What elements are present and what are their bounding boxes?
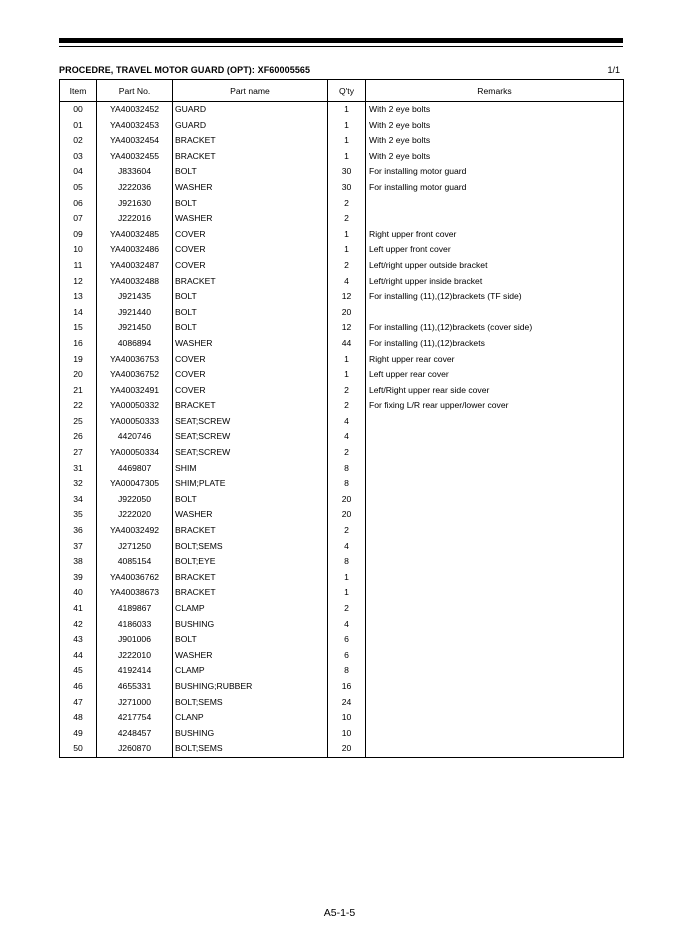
cell-qty: 16 xyxy=(328,679,366,695)
cell-remarks: With 2 eye bolts xyxy=(366,149,624,165)
cell-part-no: J921435 xyxy=(97,289,173,305)
cell-remarks: Right upper rear cover xyxy=(366,352,624,368)
cell-qty: 6 xyxy=(328,632,366,648)
cell-part-no: YA40036762 xyxy=(97,570,173,586)
column-header-item: Item xyxy=(60,80,97,102)
cell-item: 13 xyxy=(60,289,97,305)
cell-item: 07 xyxy=(60,211,97,227)
cell-qty: 12 xyxy=(328,289,366,305)
table-row xyxy=(60,383,624,399)
cell-part-no: 4085154 xyxy=(97,554,173,570)
table-row xyxy=(60,149,624,165)
cell-qty: 1 xyxy=(328,149,366,165)
cell-remarks: For installing motor guard xyxy=(366,180,624,196)
cell-qty: 44 xyxy=(328,336,366,352)
cell-part-name: BOLT xyxy=(173,289,328,305)
cell-item: 20 xyxy=(60,367,97,383)
cell-qty: 4 xyxy=(328,414,366,430)
cell-remarks xyxy=(366,741,624,757)
column-header-part-name: Part name xyxy=(173,80,328,102)
cell-item: 41 xyxy=(60,601,97,617)
cell-part-no: J271000 xyxy=(97,695,173,711)
cell-part-no: 4189867 xyxy=(97,601,173,617)
cell-qty: 24 xyxy=(328,695,366,711)
cell-item: 27 xyxy=(60,445,97,461)
cell-remarks xyxy=(366,663,624,679)
cell-item: 09 xyxy=(60,227,97,243)
cell-remarks xyxy=(366,476,624,492)
cell-item: 50 xyxy=(60,741,97,757)
cell-part-no: 4248457 xyxy=(97,726,173,742)
table-row xyxy=(60,726,624,742)
cell-part-no: YA40036752 xyxy=(97,367,173,383)
cell-item: 04 xyxy=(60,164,97,180)
cell-qty: 4 xyxy=(328,539,366,555)
cell-remarks xyxy=(366,196,624,212)
cell-qty: 2 xyxy=(328,601,366,617)
cell-item: 26 xyxy=(60,429,97,445)
cell-part-no: J222010 xyxy=(97,648,173,664)
table-row xyxy=(60,601,624,617)
cell-part-name: BOLT xyxy=(173,320,328,336)
cell-item: 12 xyxy=(60,274,97,290)
cell-item: 46 xyxy=(60,679,97,695)
cell-remarks xyxy=(366,414,624,430)
cell-qty: 1 xyxy=(328,133,366,149)
table-row xyxy=(60,741,624,757)
cell-remarks xyxy=(366,211,624,227)
cell-qty: 1 xyxy=(328,102,366,118)
cell-part-name: BOLT xyxy=(173,492,328,508)
table-row xyxy=(60,461,624,477)
cell-qty: 8 xyxy=(328,663,366,679)
cell-part-no: YA40032486 xyxy=(97,242,173,258)
cell-part-name: COVER xyxy=(173,352,328,368)
cell-qty: 12 xyxy=(328,320,366,336)
table-row xyxy=(60,523,624,539)
cell-item: 40 xyxy=(60,585,97,601)
cell-qty: 8 xyxy=(328,554,366,570)
cell-item: 19 xyxy=(60,352,97,368)
cell-qty: 1 xyxy=(328,570,366,586)
cell-qty: 20 xyxy=(328,492,366,508)
cell-part-no: J222016 xyxy=(97,211,173,227)
table-header-row xyxy=(60,80,624,102)
cell-item: 02 xyxy=(60,133,97,149)
cell-item: 22 xyxy=(60,398,97,414)
cell-part-no: YA40036753 xyxy=(97,352,173,368)
cell-remarks xyxy=(366,679,624,695)
cell-item: 31 xyxy=(60,461,97,477)
cell-remarks: Left upper rear cover xyxy=(366,367,624,383)
cell-qty: 1 xyxy=(328,352,366,368)
cell-remarks: With 2 eye bolts xyxy=(366,118,624,134)
table-row xyxy=(60,570,624,586)
cell-item: 15 xyxy=(60,320,97,336)
table-row xyxy=(60,663,624,679)
cell-remarks: Left upper front cover xyxy=(366,242,624,258)
table-row xyxy=(60,398,624,414)
cell-part-name: BOLT;SEMS xyxy=(173,539,328,555)
cell-remarks xyxy=(366,445,624,461)
table-row xyxy=(60,196,624,212)
cell-part-no: J833604 xyxy=(97,164,173,180)
cell-remarks xyxy=(366,617,624,633)
cell-qty: 1 xyxy=(328,118,366,134)
cell-part-name: BOLT;SEMS xyxy=(173,741,328,757)
header-rule-thin xyxy=(59,46,623,47)
cell-qty: 1 xyxy=(328,242,366,258)
table-row xyxy=(60,507,624,523)
cell-remarks xyxy=(366,570,624,586)
cell-part-name: BUSHING xyxy=(173,726,328,742)
cell-item: 21 xyxy=(60,383,97,399)
cell-part-name: COVER xyxy=(173,242,328,258)
cell-remarks xyxy=(366,695,624,711)
cell-part-no: J222020 xyxy=(97,507,173,523)
cell-qty: 20 xyxy=(328,305,366,321)
cell-qty: 1 xyxy=(328,227,366,243)
cell-part-name: SEAT;SCREW xyxy=(173,414,328,430)
cell-part-no: J921450 xyxy=(97,320,173,336)
cell-remarks xyxy=(366,554,624,570)
cell-qty: 4 xyxy=(328,429,366,445)
table-row xyxy=(60,274,624,290)
cell-qty: 8 xyxy=(328,476,366,492)
table-row xyxy=(60,476,624,492)
cell-part-name: COVER xyxy=(173,258,328,274)
cell-item: 39 xyxy=(60,570,97,586)
cell-part-name: SHIM;PLATE xyxy=(173,476,328,492)
cell-item: 48 xyxy=(60,710,97,726)
table-row xyxy=(60,554,624,570)
cell-qty: 2 xyxy=(328,398,366,414)
cell-part-no: 4192414 xyxy=(97,663,173,679)
cell-part-name: BOLT;EYE xyxy=(173,554,328,570)
cell-part-name: BRACKET xyxy=(173,149,328,165)
table-row xyxy=(60,585,624,601)
cell-part-name: BRACKET xyxy=(173,398,328,414)
cell-item: 43 xyxy=(60,632,97,648)
table-row xyxy=(60,336,624,352)
cell-item: 36 xyxy=(60,523,97,539)
table-row xyxy=(60,414,624,430)
cell-part-no: YA40032452 xyxy=(97,102,173,118)
cell-remarks: For installing (11),(12)brackets (cover side) xyxy=(366,320,624,336)
cell-item: 47 xyxy=(60,695,97,711)
cell-item: 25 xyxy=(60,414,97,430)
cell-remarks xyxy=(366,601,624,617)
table-row xyxy=(60,617,624,633)
parts-table xyxy=(59,79,624,758)
cell-part-no: YA40032491 xyxy=(97,383,173,399)
cell-qty: 2 xyxy=(328,445,366,461)
cell-item: 05 xyxy=(60,180,97,196)
cell-remarks xyxy=(366,523,624,539)
cell-remarks: For fixing L/R rear upper/lower cover xyxy=(366,398,624,414)
cell-qty: 1 xyxy=(328,585,366,601)
cell-part-no: 4086894 xyxy=(97,336,173,352)
cell-part-name: BOLT xyxy=(173,305,328,321)
cell-item: 49 xyxy=(60,726,97,742)
table-row xyxy=(60,539,624,555)
cell-part-name: BOLT xyxy=(173,632,328,648)
cell-qty: 2 xyxy=(328,196,366,212)
table-row xyxy=(60,632,624,648)
cell-remarks: For installing motor guard xyxy=(366,164,624,180)
cell-item: 16 xyxy=(60,336,97,352)
cell-part-name: BOLT xyxy=(173,196,328,212)
table-row xyxy=(60,242,624,258)
cell-remarks xyxy=(366,585,624,601)
table-row xyxy=(60,492,624,508)
cell-part-no: YA40032485 xyxy=(97,227,173,243)
table-row xyxy=(60,429,624,445)
cell-remarks xyxy=(366,492,624,508)
cell-item: 00 xyxy=(60,102,97,118)
cell-item: 11 xyxy=(60,258,97,274)
cell-item: 34 xyxy=(60,492,97,508)
table-row xyxy=(60,445,624,461)
cell-qty: 6 xyxy=(328,648,366,664)
cell-item: 37 xyxy=(60,539,97,555)
cell-part-no: 4420746 xyxy=(97,429,173,445)
table-row xyxy=(60,258,624,274)
cell-part-no: YA40032487 xyxy=(97,258,173,274)
cell-item: 42 xyxy=(60,617,97,633)
cell-remarks xyxy=(366,461,624,477)
cell-part-no: YA00050333 xyxy=(97,414,173,430)
cell-qty: 2 xyxy=(328,258,366,274)
cell-part-name: BRACKET xyxy=(173,570,328,586)
cell-remarks xyxy=(366,305,624,321)
table-row xyxy=(60,320,624,336)
cell-remarks: Right upper front cover xyxy=(366,227,624,243)
cell-remarks: With 2 eye bolts xyxy=(366,133,624,149)
table-row xyxy=(60,133,624,149)
cell-part-no: YA40032454 xyxy=(97,133,173,149)
cell-part-name: GUARD xyxy=(173,118,328,134)
cell-qty: 4 xyxy=(328,274,366,290)
cell-part-name: SEAT;SCREW xyxy=(173,445,328,461)
cell-part-name: BOLT;SEMS xyxy=(173,695,328,711)
cell-part-no: 4186033 xyxy=(97,617,173,633)
table-row xyxy=(60,352,624,368)
document-title: PROCEDRE, TRAVEL MOTOR GUARD (OPT): XF60005565 xyxy=(59,65,311,75)
cell-remarks: Left/right upper inside bracket xyxy=(366,274,624,290)
cell-item: 03 xyxy=(60,149,97,165)
column-header-remarks: Remarks xyxy=(366,80,624,102)
cell-part-name: SHIM xyxy=(173,461,328,477)
cell-remarks: For installing (11),(12)brackets xyxy=(366,336,624,352)
cell-item: 35 xyxy=(60,507,97,523)
table-row xyxy=(60,164,624,180)
table-row xyxy=(60,710,624,726)
cell-part-no: J222036 xyxy=(97,180,173,196)
cell-remarks xyxy=(366,539,624,555)
cell-item: 38 xyxy=(60,554,97,570)
cell-qty: 20 xyxy=(328,741,366,757)
cell-qty: 4 xyxy=(328,617,366,633)
cell-part-no: J271250 xyxy=(97,539,173,555)
cell-part-name: WASHER xyxy=(173,336,328,352)
cell-part-no: YA40032455 xyxy=(97,149,173,165)
cell-part-no: YA40032453 xyxy=(97,118,173,134)
cell-remarks xyxy=(366,632,624,648)
cell-part-no: YA00047305 xyxy=(97,476,173,492)
cell-item: 44 xyxy=(60,648,97,664)
cell-part-name: BRACKET xyxy=(173,523,328,539)
header-rule-thick xyxy=(59,38,623,43)
cell-part-name: COVER xyxy=(173,227,328,243)
cell-item: 06 xyxy=(60,196,97,212)
cell-remarks xyxy=(366,710,624,726)
cell-remarks xyxy=(366,726,624,742)
cell-remarks: Left/Right upper rear side cover xyxy=(366,383,624,399)
cell-part-no: 4655331 xyxy=(97,679,173,695)
cell-part-name: WASHER xyxy=(173,211,328,227)
cell-part-name: WASHER xyxy=(173,507,328,523)
cell-part-name: SEAT;SCREW xyxy=(173,429,328,445)
cell-remarks: For installing (11),(12)brackets (TF side) xyxy=(366,289,624,305)
cell-remarks xyxy=(366,429,624,445)
table-row xyxy=(60,367,624,383)
cell-qty: 8 xyxy=(328,461,366,477)
cell-part-no: 4469807 xyxy=(97,461,173,477)
page-count: 1/1 xyxy=(607,65,620,75)
cell-qty: 30 xyxy=(328,164,366,180)
cell-part-name: BRACKET xyxy=(173,585,328,601)
cell-part-name: BUSHING xyxy=(173,617,328,633)
cell-part-no: J260870 xyxy=(97,741,173,757)
table-row xyxy=(60,227,624,243)
cell-part-name: WASHER xyxy=(173,648,328,664)
cell-qty: 1 xyxy=(328,367,366,383)
table-row xyxy=(60,695,624,711)
cell-qty: 2 xyxy=(328,523,366,539)
table-row xyxy=(60,305,624,321)
cell-part-name: WASHER xyxy=(173,180,328,196)
cell-part-no: YA40038673 xyxy=(97,585,173,601)
cell-part-no: J922050 xyxy=(97,492,173,508)
cell-part-name: COVER xyxy=(173,367,328,383)
cell-part-name: BRACKET xyxy=(173,133,328,149)
cell-part-no: J901006 xyxy=(97,632,173,648)
cell-remarks: Left/right upper outside bracket xyxy=(366,258,624,274)
cell-part-no: YA40032492 xyxy=(97,523,173,539)
table-row xyxy=(60,118,624,134)
cell-qty: 2 xyxy=(328,383,366,399)
cell-qty: 10 xyxy=(328,710,366,726)
cell-item: 32 xyxy=(60,476,97,492)
column-header-part-no: Part No. xyxy=(97,80,173,102)
table-row xyxy=(60,679,624,695)
cell-part-name: CLANP xyxy=(173,710,328,726)
cell-part-name: GUARD xyxy=(173,102,328,118)
cell-part-name: BOLT xyxy=(173,164,328,180)
cell-qty: 30 xyxy=(328,180,366,196)
cell-part-no: YA40032488 xyxy=(97,274,173,290)
cell-remarks: With 2 eye bolts xyxy=(366,102,624,118)
cell-part-name: BUSHING;RUBBER xyxy=(173,679,328,695)
cell-item: 01 xyxy=(60,118,97,134)
cell-part-name: CLAMP xyxy=(173,601,328,617)
page-number: A5-1-5 xyxy=(323,907,356,919)
cell-remarks xyxy=(366,648,624,664)
table-row xyxy=(60,211,624,227)
table-row xyxy=(60,180,624,196)
parts-table-body xyxy=(60,102,624,758)
cell-qty: 2 xyxy=(328,211,366,227)
cell-part-name: COVER xyxy=(173,383,328,399)
cell-item: 10 xyxy=(60,242,97,258)
cell-part-no: J921440 xyxy=(97,305,173,321)
cell-part-no: YA00050334 xyxy=(97,445,173,461)
cell-part-no: YA00050332 xyxy=(97,398,173,414)
table-row xyxy=(60,289,624,305)
cell-part-no: 4217754 xyxy=(97,710,173,726)
cell-part-name: BRACKET xyxy=(173,274,328,290)
cell-qty: 20 xyxy=(328,507,366,523)
cell-part-name: CLAMP xyxy=(173,663,328,679)
cell-item: 45 xyxy=(60,663,97,679)
table-row xyxy=(60,648,624,664)
cell-item: 14 xyxy=(60,305,97,321)
column-header-qty: Q'ty xyxy=(328,80,366,102)
table-row xyxy=(60,102,624,118)
cell-remarks xyxy=(366,507,624,523)
cell-qty: 10 xyxy=(328,726,366,742)
cell-part-no: J921630 xyxy=(97,196,173,212)
